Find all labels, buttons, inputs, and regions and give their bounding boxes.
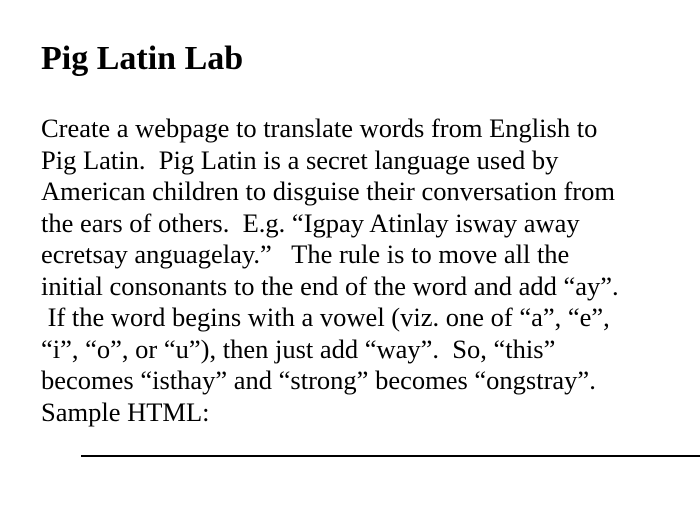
body-line-9: becomes “isthay” and “strong” becomes “ongstray”. (41, 365, 596, 395)
body-line-10: Sample HTML: (41, 396, 210, 427)
horizontal-rule (81, 455, 700, 457)
body-line-1: Create a webpage to translate words from English to (41, 113, 598, 143)
body-line-4: the ears of others. E.g. “Igpay Atinlay isway away (41, 207, 580, 238)
body-line-5: ecretsay anguagelay.” The rule is to move all the (41, 239, 570, 269)
body-line-6: initial consonants to the end of the word and add “ay”. (41, 270, 619, 301)
page-title: Pig Latin Lab (41, 40, 244, 77)
body-line-8: “i”, “o”, or “u”), then just add “way”. So, “this” (41, 333, 556, 364)
body-paragraph (41, 113, 619, 428)
body-line-2: Pig Latin. Pig Latin is a secret language used by (41, 144, 559, 175)
body-line-7: If the word begins with a vowel (viz. one of “a”, “e”, (41, 302, 610, 332)
body-line-3: American children to disguise their conversation from (41, 176, 615, 206)
